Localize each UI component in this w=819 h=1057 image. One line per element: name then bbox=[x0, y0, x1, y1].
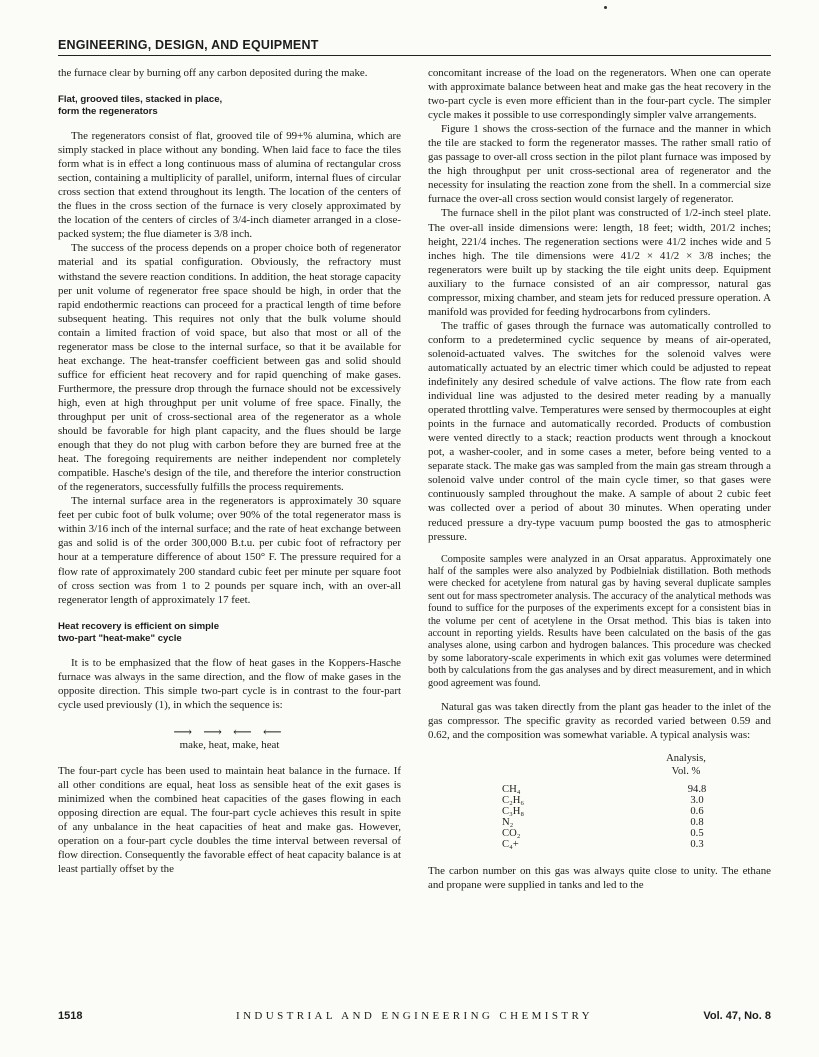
cycle-sequence: make, heat, make, heat bbox=[179, 738, 280, 751]
paragraph: The carbon number on this gas was always quite close to unity. The ethane and propane were supplied in tanks and led to the bbox=[428, 865, 771, 892]
paragraph: The success of the process depends on a proper choice both of regenerator material and its spatial configuration. Obviously, the refractory must withstand the severe reaction conditions. In addition, the heat storage capacity per unit volume of regenerator free space should be high, in order that the rapid endothermic reactions can proceed for a practical length of time before subsequent heating. This requires not only that the bulk volume should contain a limited fraction of void space, but also that most or all of the regenerator mass be close to the internal surface, so that it be available for heat exchange. The heat-transfer coefficient between gas and solid should suffice for efficient heat recovery and for rapid quenching of make gases. Furthermore, the pressure drop through the furnace should not be excessively high, even at high throughput per unit volume of free space. Finally, the throughput per unit of cross-sectional area of the regenerator as a whole should be favorable for high plant capacity, and the flues should be large enough that they do not plug with carbon before they are burned free at the heat. The foregoing requirements are neither independent nor completely compatible. Hasche's design of the tile, and therefore the interior construction of the regenerators, successfully fulfills the process requirements. bbox=[58, 242, 401, 494]
page-number: 1518 bbox=[58, 1010, 83, 1022]
gas-analysis-table bbox=[428, 752, 771, 856]
volume-number: Vol. 47, No. 8 bbox=[703, 1010, 771, 1022]
table-row: CH₄ 94.8 bbox=[502, 784, 707, 796]
cycle-diagram bbox=[58, 723, 401, 752]
paragraph: concomitant increase of the load on the regenerators. When one can operate with approximate balance between heat and make gas the heat recovery in the two-part cycle is even more efficient than in the four-part cycle. The simpler cycle makes it possible to use correspondingly simpler valve arrangements. bbox=[428, 67, 771, 122]
running-head: ENGINEERING, DESIGN, AND EQUIPMENT bbox=[58, 38, 319, 52]
header-rule bbox=[58, 55, 771, 56]
table-row: C₂H₆ 3.0 bbox=[502, 795, 704, 807]
paragraph: The traffic of gases through the furnace was automatically controlled to conform to a predetermined cyclic sequence by means of air-operated, solenoid-actuated valves. The switches for the solenoid valves were automatically actuated by an electric timer which could be adjusted to repeat indefinitely any desired schedule of valve actions. The flow rate from each individual line was adjusted to the desired meter reading by a manually operated throttling valve. Temperatures were sensed by thermocouples at eight points in the furnace and automatically recorded. Products of combustion were vented directly to a stack; reaction products went through a knockout pot, a washer-cooler, and in some cases a meter, before being vented to a separate stack. The make gas was sampled from the main gas stream through a solenoid valve under control of the main cycle timer, so that gases were continuously sampled throughout the make. A sample of about 2 cubic feet was collected over a period of about 30 minutes. When operating under reduced pressure a dry-type vacuum pump boosted the gas to atmospheric pressure. bbox=[428, 319, 771, 543]
analysis-header: Analysis, Vol. % bbox=[666, 753, 706, 778]
paragraph: The furnace shell in the pilot plant was constructed of 1/2-inch steel plate. The over-all inside dimensions were: length, 18 feet; width, 201/2 inches; height, 221/4 inches. The regeneration sections were 41/2 inches wide and 5 inches high. The tile dimensions were 41/2 × 41/2 × 3/8 inches; the regenerators were built up by stacking the tile eight units deep. Equipment auxiliary to the furnace consisted of an air compressor, natural gas compressor, mixing chamber, and steam jets for reduced pressure operation. A manifold was provided for feeding hydrocarbons from cylinders. bbox=[428, 207, 771, 318]
table-row: CO₂ 0.5 bbox=[502, 828, 704, 840]
paragraph: Natural gas was taken directly from the plant gas header to the inlet of the gas compressor. The specific gravity as recorded varied between 0.59 and 0.62, and the composition was somewhat variable. A typical analysis was: bbox=[428, 701, 771, 742]
journal-page bbox=[58, 38, 771, 1028]
paragraph: The internal surface area in the regenerators is approximately 30 square feet per cubic foot of bulk volume; over 90% of the total regenerator mass is within 3/16 inch of the internal surface; and the rate of heat exchange between gas and solid is of the order 300,000 B.t.u. per cubic foot of refractory per hour at a temperature difference of about 150° F. The pressure required for a flow rate of approximately 200 standard cubic feet per minute per square foot of cross section was from 1 to 2 pounds per square inch, with an over-all regenerator length of approximately 17 feet. bbox=[58, 495, 401, 606]
paragraph: the furnace clear by burning off any carbon deposited during the make. bbox=[58, 67, 368, 79]
paragraph: The four-part cycle has been used to maintain heat balance in the furnace. If all other conditions are equal, heat loss as sensible heat of the exit gases is minimized when the combined heat capacities of the gases flowing in each opposing direction are equal. The four-part cycle achieves this result in spite of any unbalance in the heat capacities of heat and make gas. However, operation on a four-part cycle doubles the time interval between reversal of flow direction. Consequently the favorable effect of heat capacity balance is at least partially offset by the bbox=[58, 764, 401, 876]
table-row: C₃H₈ 0.6 bbox=[502, 806, 704, 818]
paragraph: The regenerators consist of flat, grooved tile of 99+% alumina, which are simply stacked in place without any bonding. When laid face to face the tiles form what is in effect a long continuous mass of alumina of rectangular cross section, containing a multiplicity of parallel, uniform, internal flues of circular cross section that extend throughout its length. The location of the centers of the flues in the cross section of the furnace is very closely approximated by the location of the centers of circles of 3/4-inch diameter arranged in a close-packed system; the flue diameter is 3/8 inch. bbox=[58, 130, 401, 241]
table-row: N₂ 0.8 bbox=[502, 817, 704, 829]
right-column bbox=[428, 66, 771, 892]
paragraph: It is to be emphasized that the flow of heat gases in the Koppers-Hasche furnace was always in the same direction, and the flow of make gases in the opposite direction. This simple two-part cycle is in contrast to the four-part cycle used previously (1), in which the sequence is: bbox=[58, 656, 401, 711]
table-row: C₄+ 0.3 bbox=[502, 839, 704, 851]
paragraph: Composite samples were analyzed in an Orsat apparatus. Approximately one half of the samples were also analyzed by Podbielniak distillation. Both methods were checked for acetylene from natural gas by having several duplicate samples sent out for mass spectrometer analysis. The accuracy of the analytical methods was found to suffice for the purposes of the experiments except for a consistent bias in the volume per cent of acetylene in the Orsat method. This bias is taken into account in reporting yields. Results have been calculated on the basis of the gas analyses alone, using carbon and hydrogen balances. This procedure was checked by some laboratory-scale experiments in which exit gas volumes were determined both by calculations from the gas analyses and by direct measurement, and in which good agreement was found. bbox=[428, 553, 771, 689]
paragraph: Figure 1 shows the cross-section of the furnace and the manner in which the tile are stacked to form the regenerator masses. The rather small ratio of gas passage to over-all cross section in the pilot plant furnace was imposed by the high throughput per unit cross-sectional area of regenerator and the necessity for insulating the reaction zone from the shell. In a commercial size furnace the over-all cross section would consist largely of regenerator. bbox=[428, 123, 771, 206]
section-heading: Flat, grooved tiles, stacked in place, form the regenerators bbox=[58, 94, 223, 118]
left-column bbox=[58, 66, 401, 876]
speck-mark bbox=[604, 6, 607, 9]
flow-direction-arrows: ⟶ ⟶ ⟵ ⟵ bbox=[173, 723, 286, 739]
journal-name: INDUSTRIAL AND ENGINEERING CHEMISTRY bbox=[236, 1010, 593, 1022]
section-heading: Heat recovery is efficient on simple two-part "heat-make" cycle bbox=[58, 620, 220, 644]
page-footer bbox=[58, 1010, 771, 1026]
